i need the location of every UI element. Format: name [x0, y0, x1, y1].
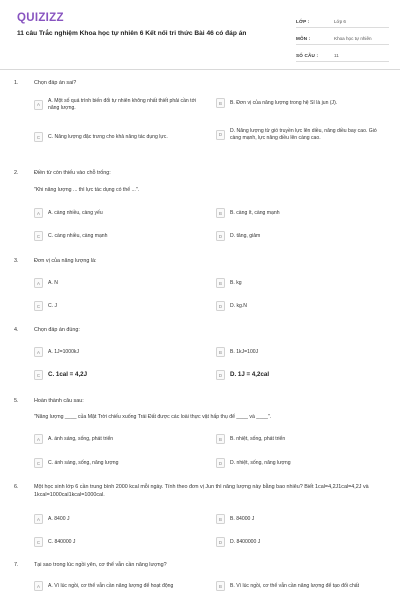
option-a[interactable]: [34, 208, 202, 218]
question-prompt: Một học sinh lớp 6 cần trung bình 2000 kcal mỗi ngày. Tính theo đơn vị Jun thì năng lượng này bằng bao nhiêu? Biết 1cal=4,2J1cal=4,2J và 1kcal=1000cal1kcal=1000cal.: [34, 484, 369, 498]
option-text: B. kg: [230, 279, 242, 286]
meta-value: Lớp 6: [334, 19, 346, 24]
option-text: A. Vì lúc ngồi, cơ thể vẫn cần năng lượng để hoạt động: [48, 582, 174, 589]
option-b[interactable]: [216, 347, 384, 357]
option-letter: C: [34, 458, 43, 468]
option-text: D. tăng, giảm: [230, 232, 261, 239]
option-letter: C: [34, 132, 43, 142]
question-number: 4.: [14, 327, 19, 333]
option-d[interactable]: [216, 128, 384, 142]
option-letter: A: [34, 347, 43, 357]
meta-row-count: [296, 47, 389, 62]
option-text: A. ánh sáng, sống, phát triển: [48, 435, 114, 442]
option-letter: A: [34, 208, 43, 218]
option-c[interactable]: [34, 458, 202, 468]
option-text: A. 1J=1000kJ: [48, 348, 80, 355]
option-text: A. 8400 J: [48, 515, 70, 522]
option-c[interactable]: [34, 132, 202, 142]
option-text: A. N: [48, 279, 58, 286]
option-b[interactable]: [216, 278, 384, 288]
option-b[interactable]: [216, 208, 384, 218]
option-text: C. 840000 J: [48, 538, 76, 545]
option-d[interactable]: [216, 370, 384, 380]
option-text: B. 1kJ=100J: [230, 348, 259, 355]
worksheet-header: [0, 0, 400, 70]
option-text: A. càng nhiều, càng yếu: [48, 209, 103, 216]
option-text: C. ánh sáng, sống, năng lượng: [48, 459, 119, 466]
option-letter: A: [34, 278, 43, 288]
question-prompt: Đơn vị của năng lượng là:: [34, 258, 97, 264]
meta-label: LỚP :: [296, 19, 310, 24]
option-text: D. nhiệt, sống, năng lượng: [230, 459, 291, 466]
meta-row-subject: [296, 30, 389, 45]
question-number: 6.: [14, 484, 19, 490]
option-letter: C: [34, 301, 43, 311]
option-letter: A: [34, 581, 43, 591]
option-letter: A: [34, 100, 43, 110]
option-c[interactable]: [34, 537, 202, 547]
option-b[interactable]: [216, 98, 384, 108]
question-number: 7.: [14, 562, 19, 568]
option-c[interactable]: [34, 370, 202, 380]
option-text: B. Đơn vị của năng lượng trong hệ SI là jun (J).: [230, 99, 338, 106]
meta-label: MÔN :: [296, 36, 311, 41]
question-number: 2.: [14, 170, 19, 176]
option-letter: C: [34, 370, 43, 380]
question-number: 3.: [14, 258, 19, 264]
question-number: 1.: [14, 80, 19, 86]
question-prompt: Điền từ còn thiếu vào chỗ trống:: [34, 170, 111, 176]
question-sub: "Khi năng lượng ... thì lực tác dụng có thể ...".: [34, 187, 140, 193]
option-text: B. 84000 J: [230, 515, 255, 522]
worksheet-title: 11 câu Trắc nghiệm Khoa học tự nhiên 6 Kết nối tri thức Bài 46 có đáp án: [17, 30, 247, 37]
option-text: B. Vì lúc ngồi, cơ thể vẫn cần năng lượng để tạo đổi chất: [230, 582, 360, 589]
option-letter: B: [216, 434, 225, 444]
option-letter: B: [216, 347, 225, 357]
option-c[interactable]: [34, 301, 202, 311]
option-a[interactable]: [34, 278, 202, 288]
option-b[interactable]: [216, 434, 384, 444]
option-letter: D: [216, 301, 225, 311]
option-letter: B: [216, 208, 225, 218]
option-d[interactable]: [216, 301, 384, 311]
question-sub: "Năng lượng ____ của Mặt Trời chiếu xuống Trái Đất được các loài thực vật hấp thụ để ____ và ____".: [34, 414, 272, 420]
meta-value: Khoa học tự nhiên: [334, 36, 372, 41]
question-prompt: Tại sao trong lúc ngồi yên, cơ thể vẫn cần năng lượng?: [34, 562, 167, 568]
option-b[interactable]: [216, 514, 384, 524]
option-text: C. Năng lượng đặc trưng cho khả năng tác dụng lực.: [48, 133, 168, 140]
meta-value: 11: [334, 53, 339, 58]
question-prompt: Hoàn thành câu sau:: [34, 398, 84, 404]
option-letter: D: [216, 458, 225, 468]
option-text: B. càng ít, càng mạnh: [230, 209, 280, 216]
question-number: 5.: [14, 398, 19, 404]
option-letter: D: [216, 537, 225, 547]
option-d[interactable]: [216, 537, 384, 547]
option-text: D. 1J = 4,2cal: [230, 370, 270, 378]
option-text: C. càng nhiều, càng mạnh: [48, 232, 108, 239]
option-c[interactable]: [34, 231, 202, 241]
option-letter: C: [34, 537, 43, 547]
option-text: C. 1cal = 4,2J: [48, 370, 88, 378]
option-text: D. 8400000 J: [230, 538, 261, 545]
option-letter: A: [34, 434, 43, 444]
option-letter: B: [216, 581, 225, 591]
option-letter: A: [34, 514, 43, 524]
option-a[interactable]: [34, 98, 202, 112]
option-letter: B: [216, 514, 225, 524]
question-prompt: Chọn đáp án sai?: [34, 80, 77, 86]
option-text: C. J: [48, 302, 58, 309]
meta-label: SỐ CÂU :: [296, 53, 319, 58]
option-text: D. Năng lượng từ gió truyền lực lên diều, nâng diều bay cao. Gió càng mạnh, lực nâng diều lên càng cao.: [230, 128, 377, 141]
option-a[interactable]: [34, 347, 202, 357]
option-letter: D: [216, 370, 225, 380]
meta-row-class: [296, 13, 389, 28]
option-a[interactable]: [34, 514, 202, 524]
option-letter: C: [34, 231, 43, 241]
quizizz-logo: QUIZIZZ: [17, 12, 64, 24]
option-letter: B: [216, 98, 225, 108]
option-a[interactable]: [34, 434, 202, 444]
option-letter: D: [216, 130, 225, 140]
option-text: B. nhiệt, sống, phát triển: [230, 435, 286, 442]
meta-table: [296, 13, 389, 64]
question-prompt: Chọn đáp án đúng:: [34, 327, 80, 333]
option-d[interactable]: [216, 231, 384, 241]
option-letter: D: [216, 231, 225, 241]
option-text: A. Một số quá trình biến đổi tự nhiên không nhất thiết phải cần tới năng lượng.: [48, 98, 197, 111]
option-text: D. kg.N: [230, 302, 247, 309]
option-d[interactable]: [216, 458, 384, 468]
option-a[interactable]: [34, 581, 202, 591]
option-b[interactable]: [216, 581, 384, 591]
option-letter: B: [216, 278, 225, 288]
